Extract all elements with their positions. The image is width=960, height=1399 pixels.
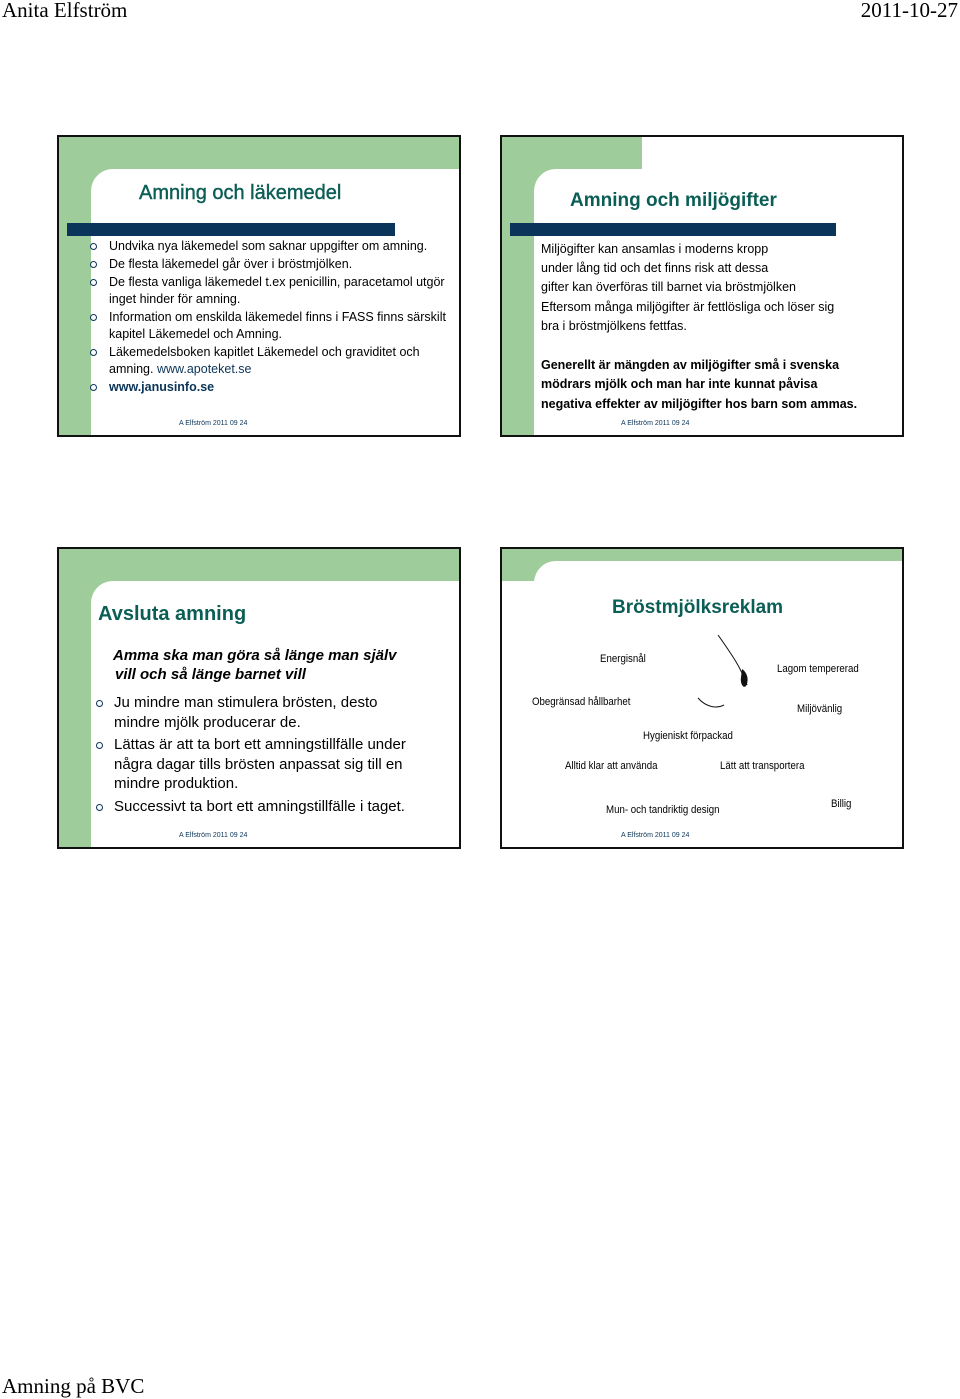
text-line-bold: mödrars mjölk och man har inte kunnat påvisa <box>541 377 818 391</box>
bullet-icon <box>90 243 97 250</box>
header-date: 2011-10-27 <box>860 0 958 22</box>
label-billig: Billig <box>831 798 852 810</box>
slide-amning-lakemedel <box>57 135 461 437</box>
list-item: Lättas är att ta bort ett amningstillfälle under några dagar tills brösten anpassat sig till en mindre produktion. <box>94 735 424 794</box>
text-line: Eftersom många miljögifter är fettlösliga och löser sig <box>541 300 835 314</box>
slide-subtitle: vill och så länge barnet vill <box>115 666 306 683</box>
list-item <box>88 379 456 396</box>
slide-brostmjolksreklam <box>500 547 904 849</box>
list-item: De flesta läkemedel går över i bröstmjölken. <box>88 256 456 273</box>
list-item: Läkemedelsboken kapitlet Läkemedel och graviditet och amning. www.apoteket.se <box>88 344 456 378</box>
list-item: De flesta vanliga läkemedel t.ex penicillin, paracetamol utgör inget hinder för amning. <box>88 274 456 308</box>
bullet-icon <box>96 804 103 811</box>
slide-footer: A Elfström 2011 09 24 <box>179 420 248 427</box>
text-line-bold: Generellt är mängden av miljögifter små i svenska <box>541 358 840 372</box>
bullet-icon <box>96 700 103 707</box>
slide-footer: A Elfström 2011 09 24 <box>179 832 248 839</box>
list-item: Undvika nya läkemedel som saknar uppgifter om amning. <box>88 238 456 255</box>
bullet-icon <box>90 279 97 286</box>
list-item: Successivt ta bort ett amningstillfälle i taget. <box>94 797 424 817</box>
bullet-icon <box>90 349 97 356</box>
label-latt-att-transportera: Lätt att transportera <box>720 760 805 772</box>
text-line: gifter kan överföras till barnet via bröstmjölken <box>541 280 796 294</box>
label-energisnal: Energisnål <box>600 653 646 665</box>
bullet-icon <box>90 314 97 321</box>
bullet-icon <box>96 742 103 749</box>
text-line: bra i bröstmjölkens fettfas. <box>541 319 687 333</box>
slide-title: Bröstmjölksreklam <box>612 597 784 618</box>
breast-shadow <box>698 698 724 707</box>
link-apoteket[interactable]: www.apoteket.se <box>156 362 252 376</box>
slide-footer: A Elfström 2011 09 24 <box>621 832 690 839</box>
list-item: Ju mindre man stimulera brösten, desto mindre mjölk producerar de. <box>94 693 424 732</box>
slide-footer: A Elfström 2011 09 24 <box>621 420 690 427</box>
label-lagom-tempererad: Lagom tempererad <box>777 663 859 675</box>
label-mun-och-tandriktig: Mun- och tandriktig design <box>606 804 720 816</box>
slide-subtitle: Amma ska man göra så länge man själv <box>113 647 397 664</box>
slide-title: Avsluta amning <box>98 603 247 625</box>
label-obegransad-hallbarhet: Obegränsad hållbarhet <box>532 696 631 708</box>
nipple <box>741 669 748 687</box>
label-hygieniskt-forpackad: Hygieniskt förpackad <box>643 730 733 742</box>
link-janusinfo[interactable]: www.janusinfo.se <box>109 380 215 394</box>
page-footer-title: Amning på BVC <box>2 1374 145 1398</box>
list-item: Information om enskilda läkemedel finns i FASS finns särskilt kapitel Läkemedel och Amning. <box>88 309 456 343</box>
slide-amning-miljogifter <box>500 135 904 437</box>
slide-title: Amning och miljögifter <box>570 190 777 211</box>
bullet-icon <box>90 384 97 391</box>
bullet-list <box>88 238 456 396</box>
header-author: Anita Elfström <box>2 0 128 22</box>
label-miljovanlig: Miljövänlig <box>797 703 843 715</box>
slide-avsluta-amning <box>57 547 461 849</box>
slide-title: Amning och läkemedel <box>139 182 342 204</box>
label-alltid-klar: Alltid klar att använda <box>565 760 658 772</box>
title-underline-bar <box>67 223 395 236</box>
bullet-icon <box>90 261 97 268</box>
bullet-list <box>94 693 424 816</box>
text-line-bold: negativa effekter av miljögifter hos barn som ammas. <box>541 397 858 411</box>
title-underline-bar <box>510 223 836 236</box>
text-line: under lång tid och det finns risk att dessa <box>541 261 769 275</box>
text-line: Miljögifter kan ansamlas i moderns kropp <box>541 242 769 256</box>
